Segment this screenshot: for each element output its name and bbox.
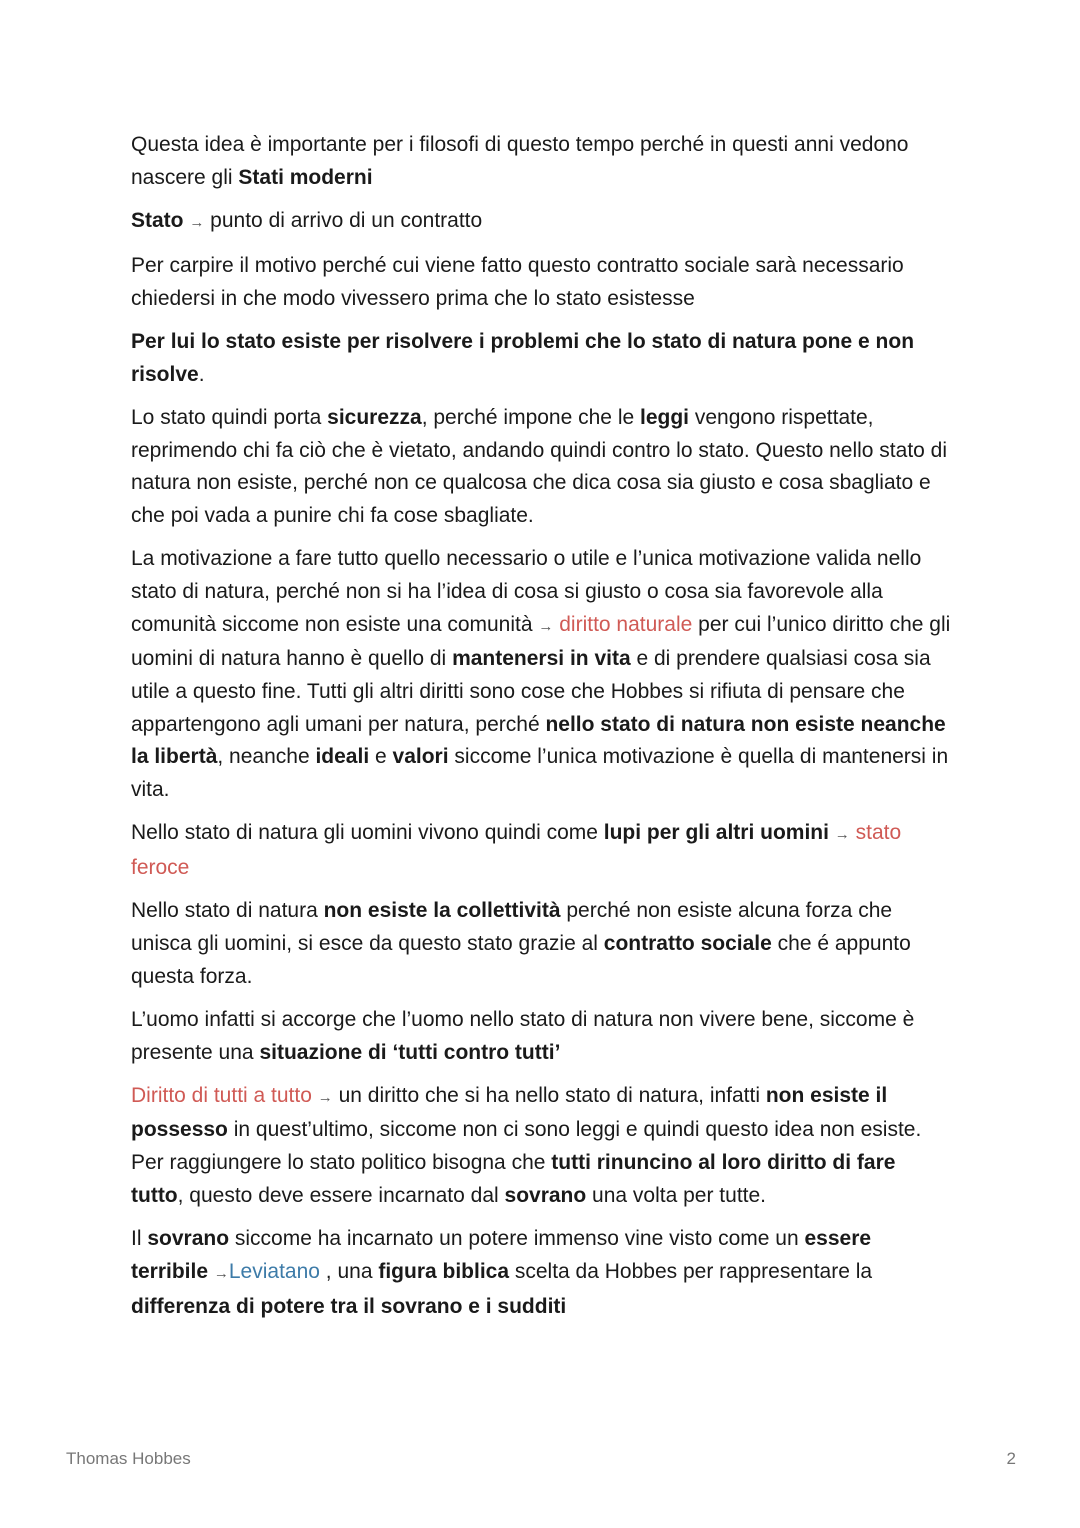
bold-text: Stato [131, 208, 184, 232]
text-run: per cui l’unico diritto che gli uomini di natura hanno è quello di [131, 612, 951, 671]
paragraph [131, 1223, 951, 1323]
text-run: perché non esiste alcuna forza che unisca gli uomini, si esce da questo stato grazie al [131, 899, 893, 955]
bold-text: essere terribile [131, 1227, 872, 1283]
text-run: Il [131, 1227, 148, 1251]
highlighted-link-term: Leviatano [228, 1259, 320, 1283]
text-run: siccome ha incarnato un potere immenso vine visto come un [229, 1227, 805, 1251]
text-run: Nello stato di natura [131, 899, 324, 923]
bold-text: valori [392, 745, 449, 769]
text-run: un diritto che si ha nello stato di natura, infatti [332, 1083, 766, 1107]
bold-text: Per lui lo stato esiste per risolvere i problemi che lo stato di natura pone e non risolve [131, 330, 915, 386]
text-run: , perché impone che le [421, 405, 640, 429]
bold-text: situazione di ‘tutti contro tutti’ [259, 1040, 561, 1064]
arrow-icon: → [538, 617, 554, 635]
paragraph [131, 326, 951, 391]
bold-text: mantenersi in vita [452, 647, 631, 671]
text-run: scelta da Hobbes per rappresentare la [509, 1259, 873, 1283]
highlighted-term: Diritto di tutti a tutto [131, 1083, 312, 1107]
text-run: Per carpire il motivo perché cui viene fatto questo contratto sociale sarà necessario chiedersi in che modo vivessero prima che lo stato esistesse [131, 254, 904, 310]
paragraph [131, 543, 951, 807]
bold-text: ideali [315, 745, 370, 769]
bold-text: figura biblica [378, 1259, 510, 1283]
bold-text: Stati moderni [238, 165, 373, 189]
bold-text: contratto sociale [603, 931, 772, 955]
text-run: vengono rispettate, reprimendo chi fa ciò che è vietato, andando quindi contro lo stato. Questo nello stato di natura non esiste, perché non ce qualcosa che dica cosa sia giusto e cosa sbagliato e che poi vada a punire chi fa cose sbagliate. [131, 405, 948, 528]
document-body [131, 129, 951, 1334]
paragraph [131, 250, 951, 315]
paragraph [131, 402, 951, 533]
text-run: La motivazione a fare tutto quello necessario o utile e l’unica motivazione valida nello stato di natura, perché non si ha l’idea di cosa si giusto o cosa sia favorevole alla comunità siccome non esiste una comunità [131, 547, 922, 636]
bold-text: nello stato di natura non esiste neanche la libertà [131, 712, 946, 769]
text-run: siccome l’unica motivazione è quella di mantenersi in vita. [131, 745, 949, 802]
arrow-icon: → [189, 213, 205, 231]
text-run: . [198, 362, 205, 386]
paragraph [131, 895, 951, 993]
text-run: , questo deve essere incarnato dal [177, 1183, 505, 1207]
arrow-icon: → [317, 1088, 333, 1106]
text-run: , neanche [217, 745, 316, 769]
text-run: Questa idea è importante per i filosofi di questo tempo perché in questi anni vedono nascere gli [131, 133, 909, 189]
text-run: , una [319, 1259, 379, 1283]
bold-text: non esiste la collettività [323, 899, 561, 923]
text-run: e [369, 745, 393, 769]
text-run: Lo stato quindi porta [131, 405, 328, 429]
text-run: e di prendere qualsiasi cosa sia utile a questo fine. Tutti gli altri diritti sono cose che Hobbes si rifiuta di pensare che appartengono agli umani per natura, perché [131, 647, 931, 736]
paragraph [131, 1004, 951, 1069]
paragraph [131, 817, 951, 884]
paragraph [131, 205, 951, 240]
arrow-icon: → [834, 826, 850, 844]
bold-text: differenza di potere tra il sovrano e i sudditi [131, 1294, 567, 1318]
bold-text: leggi [640, 405, 690, 429]
text-run: L’uomo infatti si accorge che l’uomo nello stato di natura non vivere bene, siccome è presente una [131, 1007, 915, 1064]
text-run: Nello stato di natura gli uomini vivono quindi come [131, 821, 604, 845]
highlighted-term: diritto naturale [559, 612, 693, 636]
bold-text: non esiste il possesso [131, 1083, 888, 1142]
text-run: in quest’ultimo, siccome non ci sono leggi e quindi questo idea non esiste. Per raggiungere lo stato politico bisogna che [131, 1118, 922, 1175]
highlighted-term: stato feroce [131, 821, 902, 880]
text-run: una volta per tutte. [586, 1183, 767, 1207]
paragraph [131, 1080, 951, 1213]
text-run: che é appunto questa forza. [131, 931, 911, 988]
page-number: 2 [1006, 1449, 1016, 1468]
text-run: punto di arrivo di un contratto [204, 208, 483, 232]
bold-text: sovrano [504, 1183, 587, 1207]
bold-text: tutti rinuncino al loro diritto di fare tutto [131, 1151, 896, 1207]
bold-text: sicurezza [327, 405, 422, 429]
arrow-icon: → [213, 1264, 229, 1282]
footer-title: Thomas Hobbes [66, 1449, 191, 1468]
bold-text: sovrano [147, 1227, 230, 1251]
paragraph [131, 129, 951, 194]
bold-text: lupi per gli altri uomini [603, 821, 829, 845]
